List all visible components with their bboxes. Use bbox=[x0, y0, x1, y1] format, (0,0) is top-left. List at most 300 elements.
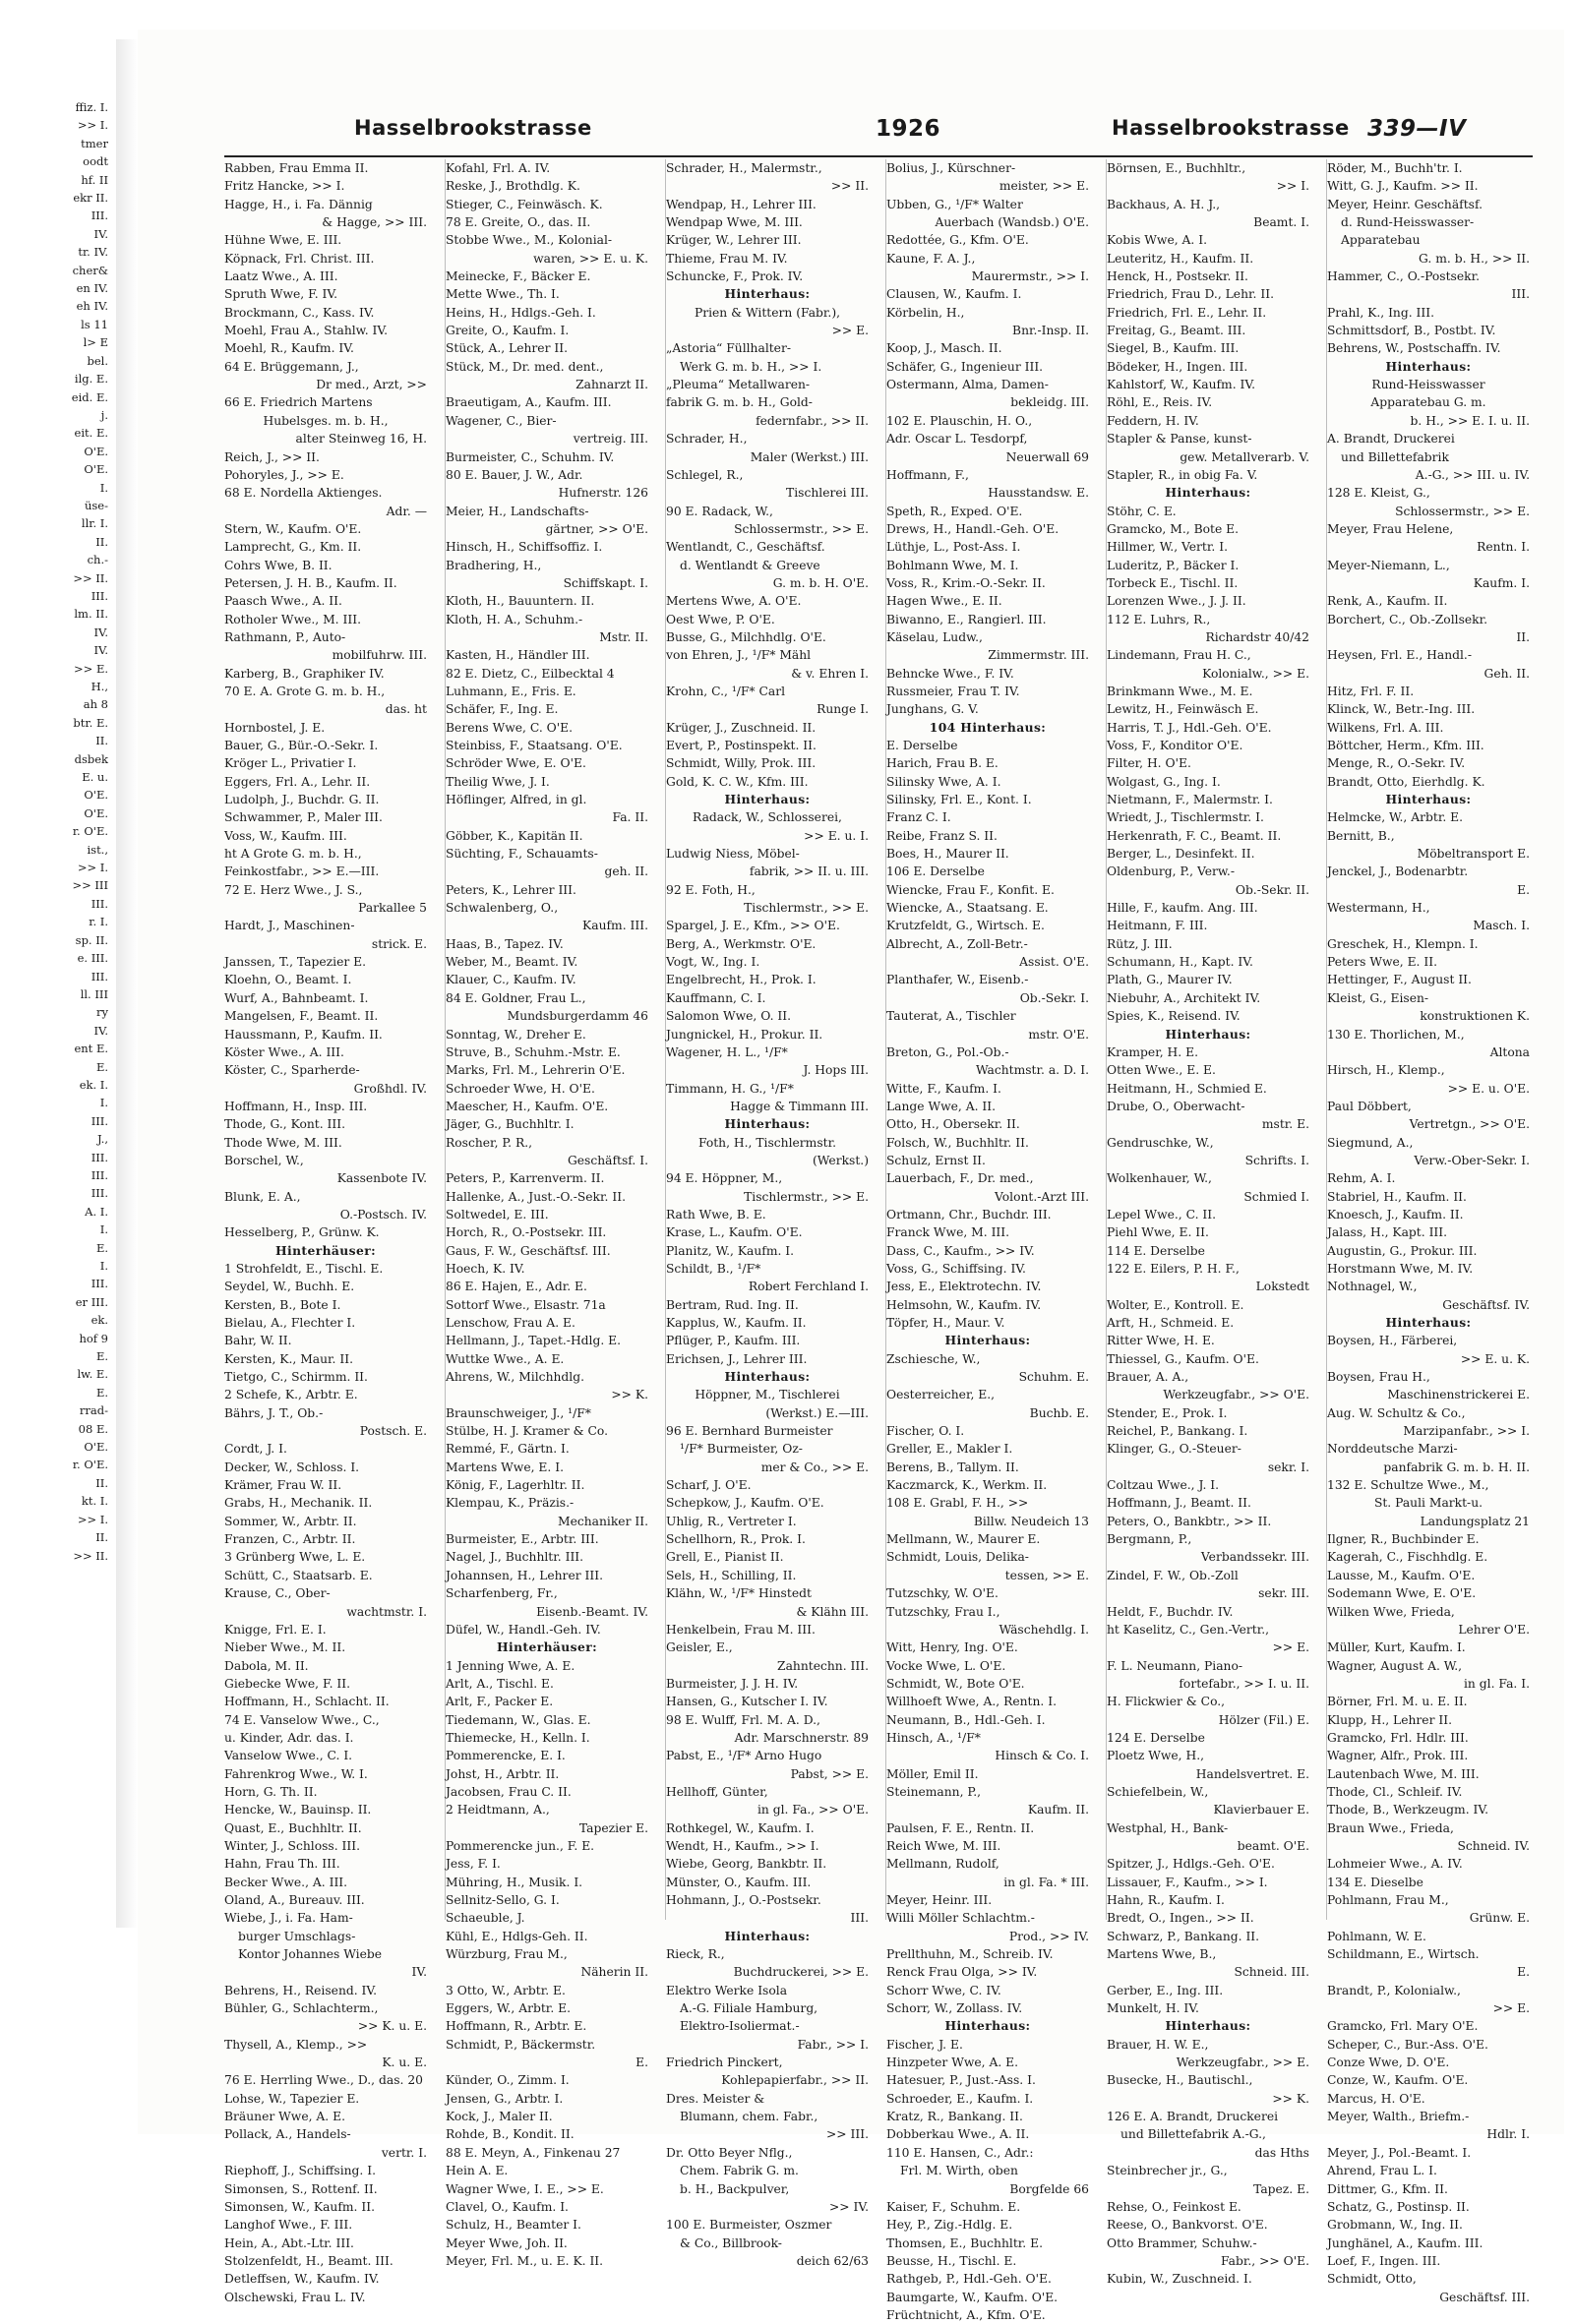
directory-entry: federnfabr., >> II. bbox=[756, 413, 869, 428]
directory-entry: Schulz, H., Beamter I. bbox=[446, 2218, 581, 2233]
directory-entry: vertreig. III. bbox=[573, 432, 648, 447]
previous-page-line: II. bbox=[95, 1530, 108, 1545]
directory-entry: Paul Döbbert, bbox=[1327, 1099, 1412, 1113]
directory-entry: Fa. II. bbox=[612, 810, 648, 825]
directory-entry: Pollack, A., Handels- bbox=[224, 2127, 351, 2142]
directory-entry: Arft, H., Schmeid. E. bbox=[1107, 1316, 1235, 1330]
directory-entry: III. bbox=[1511, 287, 1530, 302]
directory-entry: Spargel, J. E., Kfm., >> O'E. bbox=[666, 919, 840, 933]
directory-entry: Köster, C., Sparherde- bbox=[224, 1063, 360, 1078]
directory-entry: Töpfer, H., Maur. V. bbox=[886, 1316, 1005, 1330]
directory-entry: Scharfenberg, Fr., bbox=[446, 1586, 558, 1601]
directory-entry: Näherin II. bbox=[580, 1965, 648, 1980]
directory-entry: Willi Möller Schlachtm.- bbox=[886, 1911, 1035, 1926]
directory-entry: Kock, J., Maler II. bbox=[446, 2110, 553, 2124]
directory-entry: d. Wentlandt & Greeve bbox=[680, 558, 820, 572]
directory-entry: Hein A. E. bbox=[446, 2164, 509, 2178]
directory-entry: Junghans, G. V. bbox=[886, 702, 979, 717]
directory-entry: 72 E. Herz Wwe., J. S., bbox=[224, 882, 363, 897]
directory-entry: 134 E. Dieselbe bbox=[1327, 1875, 1423, 1889]
directory-entry: Hinzpeter Wwe, A. E. bbox=[886, 2056, 1019, 2070]
directory-entry: Schatz, G., Postinsp. II. bbox=[1327, 2199, 1470, 2214]
directory-entry: Eggers, Frl. A., Lehr. II. bbox=[224, 774, 371, 789]
directory-entry: Reese, O., Bankvorst. O'E. bbox=[1107, 2218, 1268, 2233]
directory-entry: Quast, E., Buchhltr. II. bbox=[224, 1820, 362, 1835]
directory-entry: Oldenburg, P., Verw.- bbox=[1107, 864, 1235, 879]
directory-entry: Dittmer, G., Kfm. II. bbox=[1327, 2181, 1448, 2196]
directory-entry: Reichel, P., Bankang. I. bbox=[1107, 1424, 1248, 1439]
directory-entry: Martens Wwe, B., bbox=[1107, 1947, 1217, 1962]
directory-entry: Paulsen, F. E., Rentn. II. bbox=[886, 1820, 1035, 1835]
directory-entry: Becker Wwe., A. III. bbox=[224, 1875, 348, 1889]
directory-entry: 102 E. Plauschin, H. O., bbox=[886, 413, 1033, 428]
directory-entry: Pabst, E., ¹/F* Arno Hugo bbox=[666, 1749, 822, 1763]
directory-entry: Fischer, O. I. bbox=[886, 1424, 965, 1439]
directory-entry: Wiebe, J., i. Fa. Ham- bbox=[224, 1911, 353, 1926]
directory-entry: Stapler, R., in obig Fa. V. bbox=[1107, 467, 1258, 482]
directory-entry: Hein, A., Abt.-Ltr. III. bbox=[224, 2235, 354, 2250]
header-street-left: Hasselbrookstrasse bbox=[354, 116, 592, 140]
directory-entry: Tiedemann, W., Glas. E. bbox=[446, 1712, 591, 1727]
directory-entry: Haas, B., Tapez. IV. bbox=[446, 936, 564, 951]
directory-entry: d. Rund-Heisswasser- bbox=[1341, 215, 1475, 230]
directory-entry: Redottée, G., Kfm. O'E. bbox=[886, 233, 1029, 248]
previous-page-line: III. bbox=[91, 969, 108, 983]
directory-entry: Steinemann, P., bbox=[886, 1784, 982, 1799]
directory-entry: Meyer-Niemann, L., bbox=[1327, 558, 1450, 572]
directory-entry: Schrader, H., bbox=[666, 432, 748, 447]
previous-page-line: cher& bbox=[72, 263, 108, 277]
directory-entry: Karberg, B., Graphiker IV. bbox=[224, 666, 385, 681]
directory-entry: Olschewski, Frau L. IV. bbox=[224, 2290, 366, 2304]
directory-entry: Stöhr, C. E. bbox=[1107, 504, 1177, 518]
directory-entry: Prien & Wittern (Fabr.), bbox=[694, 305, 841, 320]
previous-page-line: III. bbox=[91, 588, 108, 603]
directory-entry: Prod., >> IV. bbox=[1008, 1929, 1089, 1943]
directory-entry: Wagener, H. L., ¹/F* bbox=[666, 1044, 788, 1059]
directory-entry: Spies, K., Reisend. IV. bbox=[1107, 1009, 1241, 1024]
directory-entry: Zschiesche, W., bbox=[886, 1351, 981, 1366]
directory-entry: Feddern, H. IV. bbox=[1107, 413, 1199, 428]
directory-entry: Steinbrecher jr., G., bbox=[1107, 2164, 1228, 2178]
directory-entry: Kassenbote IV. bbox=[336, 1171, 427, 1186]
directory-entry: Heitmann, H., Schmied E. bbox=[1107, 1081, 1267, 1096]
directory-entry: Schildt, B., ¹/F* bbox=[666, 1261, 761, 1276]
directory-entry: Wiencke, A., Staatsang. E. bbox=[886, 901, 1049, 916]
directory-entry: Greller, E., Makler I. bbox=[886, 1442, 1013, 1457]
directory-entry: Petersen, J. H. B., Kaufm. II. bbox=[224, 575, 397, 590]
previous-page-line: I. bbox=[99, 1096, 108, 1110]
previous-page-line: ilg. E. bbox=[74, 372, 108, 387]
directory-entry: 108 E. Grabl, F. H., >> bbox=[886, 1496, 1029, 1511]
directory-entry: Schildmann, E., Wirtsch. bbox=[1327, 1947, 1480, 1962]
directory-entry: Wagner, Alfr., Prok. III. bbox=[1327, 1749, 1469, 1763]
previous-page-edge bbox=[0, 98, 116, 1883]
previous-page-line: r. I. bbox=[89, 915, 108, 929]
directory-entry: Heitmann, F. III. bbox=[1107, 919, 1208, 933]
directory-entry: Geschäftsf. I. bbox=[567, 1153, 648, 1167]
directory-entry: Fischer, J. E. bbox=[886, 2037, 963, 2052]
directory-entry: Lindemann, Frau H. C., bbox=[1107, 648, 1251, 663]
header-street-right: Hasselbrookstrasse bbox=[1112, 116, 1350, 140]
directory-entry: Pohlmann, W. E. bbox=[1327, 1929, 1426, 1943]
directory-entry: Willhoeft Wwe, A., Rentn. I. bbox=[886, 1695, 1057, 1709]
directory-entry: Tapezier E. bbox=[578, 1820, 648, 1835]
directory-entry: Peters, K., Lehrer III. bbox=[446, 882, 576, 897]
directory-entry: Hillmer, W., Vertr. I. bbox=[1107, 540, 1228, 555]
directory-entry: Maschinenstrickerei E. bbox=[1387, 1388, 1530, 1402]
directory-entry: Lokstedt bbox=[1255, 1280, 1309, 1294]
directory-entry: 1 Jenning Wwe, A. E. bbox=[446, 1658, 575, 1673]
directory-entry: Kasten, H., Händler III. bbox=[446, 648, 590, 663]
directory-entry: 122 E. Eilers, P. H. F., bbox=[1107, 1261, 1240, 1276]
directory-entry: Tischlerei III. bbox=[786, 486, 869, 501]
directory-entry: Mstr. II. bbox=[599, 629, 648, 644]
directory-entry: Bauer, G., Bür.-O.-Sekr. I. bbox=[224, 739, 379, 752]
directory-entry: gew. Metallverarb. V. bbox=[1180, 449, 1309, 464]
directory-entry: Clavel, O., Kaufm. I. bbox=[446, 2199, 569, 2214]
directory-entry: 100 E. Burmeister, Oszmer bbox=[666, 2218, 832, 2233]
section-heading: Hinterhaus: bbox=[1165, 1026, 1251, 1042]
directory-entry: Brockmann, C., Kass. IV. bbox=[224, 305, 375, 320]
directory-entry: Harris, T. J., Hdl.-Geh. O'E. bbox=[1107, 720, 1272, 735]
directory-entry: fabrik G. m. b. H., Gold- bbox=[666, 395, 813, 410]
directory-entry: Schneid. IV. bbox=[1457, 1838, 1530, 1853]
directory-entry: Möller, Emil II. bbox=[886, 1766, 979, 1781]
directory-entry: Lenschow, Frau A. E. bbox=[446, 1316, 575, 1330]
directory-entry: Spruth Wwe, F. IV. bbox=[224, 287, 338, 302]
directory-entry: Bredt, O., Ingen., >> II. bbox=[1107, 1911, 1254, 1926]
directory-entry: Augustin, G., Prokur. III. bbox=[1327, 1243, 1478, 1258]
directory-entry: Erichsen, J., Lehrer III. bbox=[666, 1351, 808, 1366]
directory-entry: Weber, M., Beamt. IV. bbox=[446, 955, 578, 970]
directory-entry: Verw.-Ober-Sekr. I. bbox=[1414, 1153, 1530, 1167]
directory-entry: Schwammer, P., Maler III. bbox=[224, 810, 383, 825]
directory-entry: Börner, Frl. M. u. E. II. bbox=[1327, 1695, 1468, 1709]
directory-entry: Theilig Wwe, J. I. bbox=[446, 774, 550, 789]
directory-entry: Hoffmann, F., bbox=[886, 467, 969, 482]
directory-entry: Hille, F., kaufm. Ang. III. bbox=[1107, 901, 1258, 916]
directory-entry: Renk, A., Kaufm. II. bbox=[1327, 594, 1448, 609]
directory-entry: 66 E. Friedrich Martens bbox=[224, 395, 373, 410]
directory-entry: Jensen, G., Arbtr. I. bbox=[446, 2091, 564, 2106]
directory-entry: Schulz, Ernst II. bbox=[886, 1153, 986, 1167]
directory-entry: und Billettefabrik A.-G., bbox=[1120, 2127, 1266, 2142]
previous-page-line: j. bbox=[100, 407, 108, 422]
directory-entry: Moehl, Frau A., Stahlw. IV. bbox=[224, 324, 389, 338]
directory-entry: E. bbox=[1517, 1965, 1530, 1980]
directory-entry: Scharf, J. O'E. bbox=[666, 1478, 752, 1493]
directory-entry: Ostermann, Alma, Damen- bbox=[886, 378, 1049, 392]
directory-entry: ht Kaselitz, C., Gen.-Vertr., bbox=[1107, 1622, 1270, 1637]
directory-entry: Albrecht, A., Zoll-Betr.- bbox=[886, 936, 1028, 951]
section-heading: Hinterhaus: bbox=[724, 1369, 811, 1385]
directory-entry: Torbeck E., Tischl. II. bbox=[1107, 575, 1239, 590]
directory-entry: Fahrenkrog Wwe., W. I. bbox=[224, 1766, 368, 1781]
previous-page-line: ry bbox=[96, 1005, 108, 1020]
directory-entry: Brinkmann Wwe., M. E. bbox=[1107, 684, 1253, 698]
previous-page-line: üse- bbox=[85, 498, 108, 512]
directory-entry: Hinsch & Co. I. bbox=[995, 1749, 1089, 1763]
directory-entry: Schrifts. I. bbox=[1244, 1153, 1309, 1167]
previous-page-line: >> II. bbox=[73, 570, 108, 585]
directory-page bbox=[138, 30, 1564, 2322]
directory-entry: Hoffmann, H., Insp. III. bbox=[224, 1099, 368, 1113]
directory-entry: 2 Schefe, K., Arbtr. E. bbox=[224, 1388, 358, 1402]
directory-entry: Hallenke, A., Just.-O.-Sekr. II. bbox=[446, 1189, 626, 1204]
directory-entry: Hitz, Frl. F. II. bbox=[1327, 684, 1415, 698]
directory-entry: Lewitz, H., Feinwäsch E. bbox=[1107, 702, 1259, 717]
previous-page-line: ch.- bbox=[87, 553, 108, 567]
directory-entry: Fritz Hancke, >> I. bbox=[224, 179, 345, 194]
directory-entry: Witt, G. J., Kaufm. >> II. bbox=[1327, 179, 1479, 194]
section-heading: Hinterhaus: bbox=[1385, 792, 1472, 807]
directory-entry: Gramcko, Frl. Hdlr. III. bbox=[1327, 1730, 1469, 1745]
directory-entry: Kahlstorf, W., Kaufm. IV. bbox=[1107, 378, 1256, 392]
directory-entry: Oland, A., Bureauv. III. bbox=[224, 1893, 365, 1907]
previous-page-line: lw. E. bbox=[77, 1367, 108, 1382]
directory-entry: 126 E. A. Brandt, Druckerei bbox=[1107, 2110, 1279, 2124]
directory-entry: Schwarz, P., Bankang. II. bbox=[1107, 1929, 1260, 1943]
directory-entry: Stieger, C., Feinwäsch. K. bbox=[446, 197, 603, 211]
directory-entry: Hühne Wwe, E. III. bbox=[224, 233, 342, 248]
previous-page-line: >> I. bbox=[77, 1512, 108, 1526]
directory-entry: Heins, H., Hdlgs.-Geh. I. bbox=[446, 305, 596, 320]
directory-entry: Süchting, F., Schauamts- bbox=[446, 847, 598, 862]
directory-entry: F. L. Neumann, Piano- bbox=[1107, 1658, 1243, 1673]
directory-entry: Ritter Wwe, H. E. bbox=[1107, 1334, 1215, 1348]
directory-entry: Radack, W., Schlosserei, bbox=[693, 810, 842, 825]
directory-entry: Russmeier, Frau T. IV. bbox=[886, 684, 1020, 698]
directory-entry: Elektro-Isoliermat.- bbox=[680, 2019, 800, 2034]
directory-entry: sekr. I. bbox=[1267, 1460, 1309, 1474]
directory-entry: Voss, F., Konditor O'E. bbox=[1107, 739, 1243, 752]
directory-entry: Sellnitz-Sello, G. I. bbox=[446, 1893, 560, 1907]
directory-entry: Blunk, E. A., bbox=[224, 1189, 301, 1204]
directory-entry: Lauerbach, F., Dr. med., bbox=[886, 1171, 1034, 1186]
directory-entry: Clausen, W., Kaufm. I. bbox=[886, 287, 1022, 302]
directory-entry: Brauer, H. W. E., bbox=[1107, 2037, 1209, 2052]
directory-entry: 82 E. Dietz, C., Eilbecktal 4 bbox=[446, 666, 615, 681]
directory-entry: Wuttke Wwe., A. E. bbox=[446, 1351, 565, 1366]
directory-entry: Otto Brammer, Schuhw.- bbox=[1107, 2235, 1257, 2250]
directory-entry: Hellmann, J., Tapet.-Hdlg. E. bbox=[446, 1334, 622, 1348]
directory-entry: Reich, J., >> II. bbox=[224, 449, 320, 464]
directory-entry: A.-G., >> III. u. IV. bbox=[1415, 467, 1530, 482]
directory-entry: Rotholer Wwe., M. III. bbox=[224, 612, 361, 626]
previous-page-line: H., bbox=[91, 680, 108, 693]
previous-page-line: sp. II. bbox=[75, 932, 108, 947]
directory-entry: Künder, O., Zimm. I. bbox=[446, 2073, 570, 2088]
directory-entry: Stobbe Wwe., M., Kolonial- bbox=[446, 233, 613, 248]
directory-entry: Giebecke Wwe, F. II. bbox=[224, 1676, 351, 1691]
directory-entry: IV. bbox=[411, 1965, 427, 1980]
directory-entry: Blumann, chem. Fabr., bbox=[680, 2110, 818, 2124]
directory-entry: Oest Wwe, P. O'E. bbox=[666, 612, 775, 626]
directory-entry: Dobberkau Wwe., A. II. bbox=[886, 2127, 1030, 2142]
directory-entry: Kühl, E., Hdlgs-Geh. II. bbox=[446, 1929, 588, 1943]
directory-entry: Meyer, Frau Helene, bbox=[1327, 521, 1454, 536]
directory-columns bbox=[224, 159, 1535, 2322]
directory-entry: das Hths bbox=[1254, 2145, 1309, 2160]
section-heading: Hinterhaus: bbox=[724, 1116, 811, 1132]
directory-entry: G. m. b. H. O'E. bbox=[772, 575, 869, 590]
directory-entry: Handelsvertret. E. bbox=[1195, 1766, 1309, 1781]
previous-page-line: IV. bbox=[93, 226, 108, 241]
directory-entry: Jess, F. I. bbox=[446, 1857, 501, 1872]
previous-page-line: hof 9 bbox=[79, 1331, 108, 1345]
previous-page-line: 08 E. bbox=[78, 1421, 108, 1436]
directory-entry: Busse, G., Milchhdlg. O'E. bbox=[666, 629, 826, 644]
directory-entry: Wendpap Wwe, M. III. bbox=[666, 215, 803, 230]
directory-entry: Schmidt, W., Bote O'E. bbox=[886, 1676, 1025, 1691]
directory-entry: Berg, A., Werkmstr. O'E. bbox=[666, 936, 817, 951]
section-heading: Hinterhaus: bbox=[724, 286, 811, 302]
directory-entry: Helmcke, W., Arbtr. E. bbox=[1327, 810, 1464, 825]
directory-entry: Drube, O., Oberwacht- bbox=[1107, 1099, 1245, 1113]
previous-page-line: lm. II. bbox=[74, 607, 108, 622]
directory-entry: alter Steinweg 16, H. bbox=[295, 432, 427, 447]
directory-entry: >> E. u. K. bbox=[1460, 1351, 1530, 1366]
directory-entry: Grünw. E. bbox=[1469, 1911, 1530, 1926]
directory-entry: Martens Wwe, E. I. bbox=[446, 1460, 564, 1474]
directory-entry: Meyer, J., Pol.-Beamt. I. bbox=[1327, 2145, 1472, 2160]
directory-entry: Peters, O., Bankbtr., >> II. bbox=[1107, 1514, 1272, 1528]
directory-entry: panfabrik G. m. b. H. II. bbox=[1383, 1460, 1530, 1474]
directory-entry: Kapplus, W., Kaufm. II. bbox=[666, 1316, 807, 1330]
directory-entry: >> E. bbox=[1492, 2001, 1530, 2016]
directory-entry: Franz C. I. bbox=[886, 810, 951, 825]
directory-entry: Simonsen, S., Rottenf. II. bbox=[224, 2181, 378, 2196]
previous-page-line: II. bbox=[95, 1475, 108, 1490]
directory-entry: Thiessel, G., Kaufm. O'E. bbox=[1107, 1351, 1259, 1366]
directory-entry: Wiebe, Georg, Bankbtr. II. bbox=[666, 1857, 827, 1872]
directory-entry: Brandt, P., Kolonialw., bbox=[1327, 1983, 1461, 1997]
previous-page-line: ah 8 bbox=[83, 697, 108, 712]
directory-entry: Hansen, G., Kutscher I. IV. bbox=[666, 1695, 828, 1709]
directory-entry: Borchert, C., Ob.-Zollsekr. bbox=[1327, 612, 1488, 626]
directory-entry: Bradhering, H., bbox=[446, 558, 542, 572]
directory-entry: 1 Strohfeldt, E., Tischl. E. bbox=[224, 1261, 384, 1276]
directory-entry: Pabst, >> E. bbox=[790, 1766, 869, 1781]
directory-entry: in gl. Fa., >> O'E. bbox=[757, 1803, 869, 1817]
directory-entry: Boysen, Frau H., bbox=[1327, 1370, 1430, 1385]
directory-entry: Klupp, H., Lehrer II. bbox=[1327, 1712, 1452, 1727]
directory-entry: 124 E. Derselbe bbox=[1107, 1730, 1205, 1745]
directory-entry: Schuhm. E. bbox=[1018, 1370, 1089, 1385]
directory-entry: 78 E. Greite, O., das. II. bbox=[446, 215, 591, 230]
directory-entry: Brauer, A. A., bbox=[1107, 1370, 1189, 1385]
directory-entry: Rieck, R., bbox=[666, 1947, 725, 1962]
directory-entry: Kaufm. III. bbox=[582, 919, 648, 933]
directory-entry: Arlt, F., Packer E. bbox=[446, 1695, 554, 1709]
directory-entry: Hölzer (Fil.) E. bbox=[1218, 1712, 1309, 1727]
directory-entry: & Hagge, >> III. bbox=[322, 215, 427, 230]
directory-entry: Pohoryles, J., >> E. bbox=[224, 467, 344, 482]
directory-entry: Salomon Wwe, O. II. bbox=[666, 1009, 792, 1024]
directory-entry: Fabr., >> I. bbox=[797, 2037, 869, 2052]
directory-entry: Wilkens, Frl. A. III. bbox=[1327, 720, 1444, 735]
directory-entry: Ob.-Sekr. I. bbox=[1019, 990, 1089, 1005]
section-heading: Hinterhaus: bbox=[1165, 485, 1251, 501]
previous-page-line: E. bbox=[95, 1240, 108, 1255]
directory-entry: Jess, E., Elektrotechn. IV. bbox=[886, 1280, 1042, 1294]
directory-entry: von Ehren, J., ¹/F* Mähl bbox=[666, 648, 812, 663]
directory-entry: Kersten, B., Bote I. bbox=[224, 1297, 341, 1312]
directory-entry: Nietmann, F., Malermstr. I. bbox=[1107, 793, 1273, 807]
directory-entry: Tischlermstr., >> E. bbox=[744, 1189, 869, 1204]
directory-entry: Behncke Wwe., F. IV. bbox=[886, 666, 1014, 681]
previous-page-line: J., bbox=[96, 1132, 108, 1147]
directory-entry: Freitag, G., Beamt. III. bbox=[1107, 324, 1246, 338]
directory-entry: 92 E. Foth, H., bbox=[666, 882, 756, 897]
directory-entry: Hinsch, A., ¹/F* bbox=[886, 1730, 981, 1745]
directory-entry: 80 E. Bauer, J. W., Adr. bbox=[446, 467, 583, 482]
directory-entry: Hencke, W., Bauinsp. II. bbox=[224, 1803, 372, 1817]
directory-entry: Schmittsdorf, B., Postbt. IV. bbox=[1327, 324, 1496, 338]
directory-entry: St. Pauli Markt-u. bbox=[1373, 1496, 1483, 1511]
directory-entry: Klempau, K., Präzis.- bbox=[446, 1496, 575, 1511]
directory-entry: Behrens, H., Reisend. IV. bbox=[224, 1983, 378, 1997]
directory-entry: b. H., Backpulver, bbox=[680, 2181, 790, 2196]
directory-entry: Conze, W., Kaufm. O'E. bbox=[1327, 2073, 1469, 2088]
directory-entry: Ubben, G., ¹/F* Walter bbox=[886, 197, 1023, 211]
previous-page-line: ist., bbox=[87, 842, 108, 857]
directory-entry: Biwanno, E., Rangierl. III. bbox=[886, 612, 1047, 626]
directory-entry: A. Brandt, Druckerei bbox=[1327, 432, 1455, 447]
directory-entry: Klauer, C., Kaufm. IV. bbox=[446, 973, 576, 987]
directory-entry: E. bbox=[1517, 882, 1530, 897]
section-heading: Hinterhaus: bbox=[1385, 358, 1472, 374]
directory-entry: Reibe, Franz S. II. bbox=[886, 828, 998, 843]
directory-entry: Nieber Wwe., M. II. bbox=[224, 1640, 346, 1655]
directory-entry: burger Umschlags- bbox=[238, 1929, 356, 1943]
directory-entry: Wolkenhauer, W., bbox=[1107, 1171, 1212, 1186]
directory-entry: Wilken Wwe, Frieda, bbox=[1327, 1604, 1455, 1619]
directory-entry: Grabs, H., Mechanik. II. bbox=[224, 1496, 373, 1511]
directory-entry: (Werkst.) bbox=[813, 1153, 869, 1167]
directory-entry: Schlossermstr., >> E. bbox=[1395, 504, 1530, 518]
directory-entry: Peters, P., Karrenverm. II. bbox=[446, 1171, 605, 1186]
directory-entry: Leuteritz, H., Kaufm. II. bbox=[1107, 251, 1254, 266]
directory-entry: Schwalenberg, O., bbox=[446, 901, 559, 916]
directory-entry: Johannsen, H., Lehrer III. bbox=[446, 1568, 603, 1582]
directory-entry: Pflüger, P., Kaufm. III. bbox=[666, 1334, 801, 1348]
directory-entry: wachtmstr. I. bbox=[346, 1604, 427, 1619]
directory-entry: Renck Frau Olga, >> IV. bbox=[886, 1965, 1038, 1980]
directory-entry: Meyer, Heinr. III. bbox=[886, 1893, 993, 1907]
directory-entry: Henkelbein, Frau M. III. bbox=[666, 1622, 816, 1637]
directory-entry: 2 Heidtmann, A., bbox=[446, 1803, 550, 1817]
directory-entry: Köpnack, Frl. Christ. III. bbox=[224, 251, 375, 266]
directory-entry: Vocke Wwe, L. O'E. bbox=[886, 1658, 1006, 1673]
previous-page-line: >> E. bbox=[74, 661, 108, 676]
directory-entry: Hoffmann, J., Beamt. II. bbox=[1107, 1496, 1251, 1511]
directory-entry: Steinbiss, F., Staatsang. O'E. bbox=[446, 739, 623, 752]
directory-entry: 76 E. Herrling Wwe., D., das. 20 bbox=[224, 2073, 423, 2088]
directory-entry: Silinsky, Frl. E., Kont. I. bbox=[886, 793, 1032, 807]
directory-entry: „Astoria“ Füllhalter- bbox=[666, 341, 791, 356]
directory-entry: Stülbe, H. J. Kramer & Co. bbox=[446, 1424, 608, 1439]
directory-entry: Hellhoff, Günter, bbox=[666, 1784, 768, 1799]
directory-entry: Auerbach (Wandsb.) O'E. bbox=[935, 215, 1089, 230]
directory-entry: Rehse, O., Feinkost E. bbox=[1107, 2199, 1241, 2214]
directory-entry: Baumgarte, W., Kaufm. O'E. bbox=[886, 2290, 1059, 2304]
directory-entry: Köster Wwe., A. III. bbox=[224, 1044, 344, 1059]
directory-entry: Beamt. I. bbox=[1253, 215, 1309, 230]
directory-entry: Heldt, F., Buchdr. IV. bbox=[1107, 1604, 1234, 1619]
directory-entry: Wagner Wwe, I. E., >> E. bbox=[446, 2181, 604, 2196]
